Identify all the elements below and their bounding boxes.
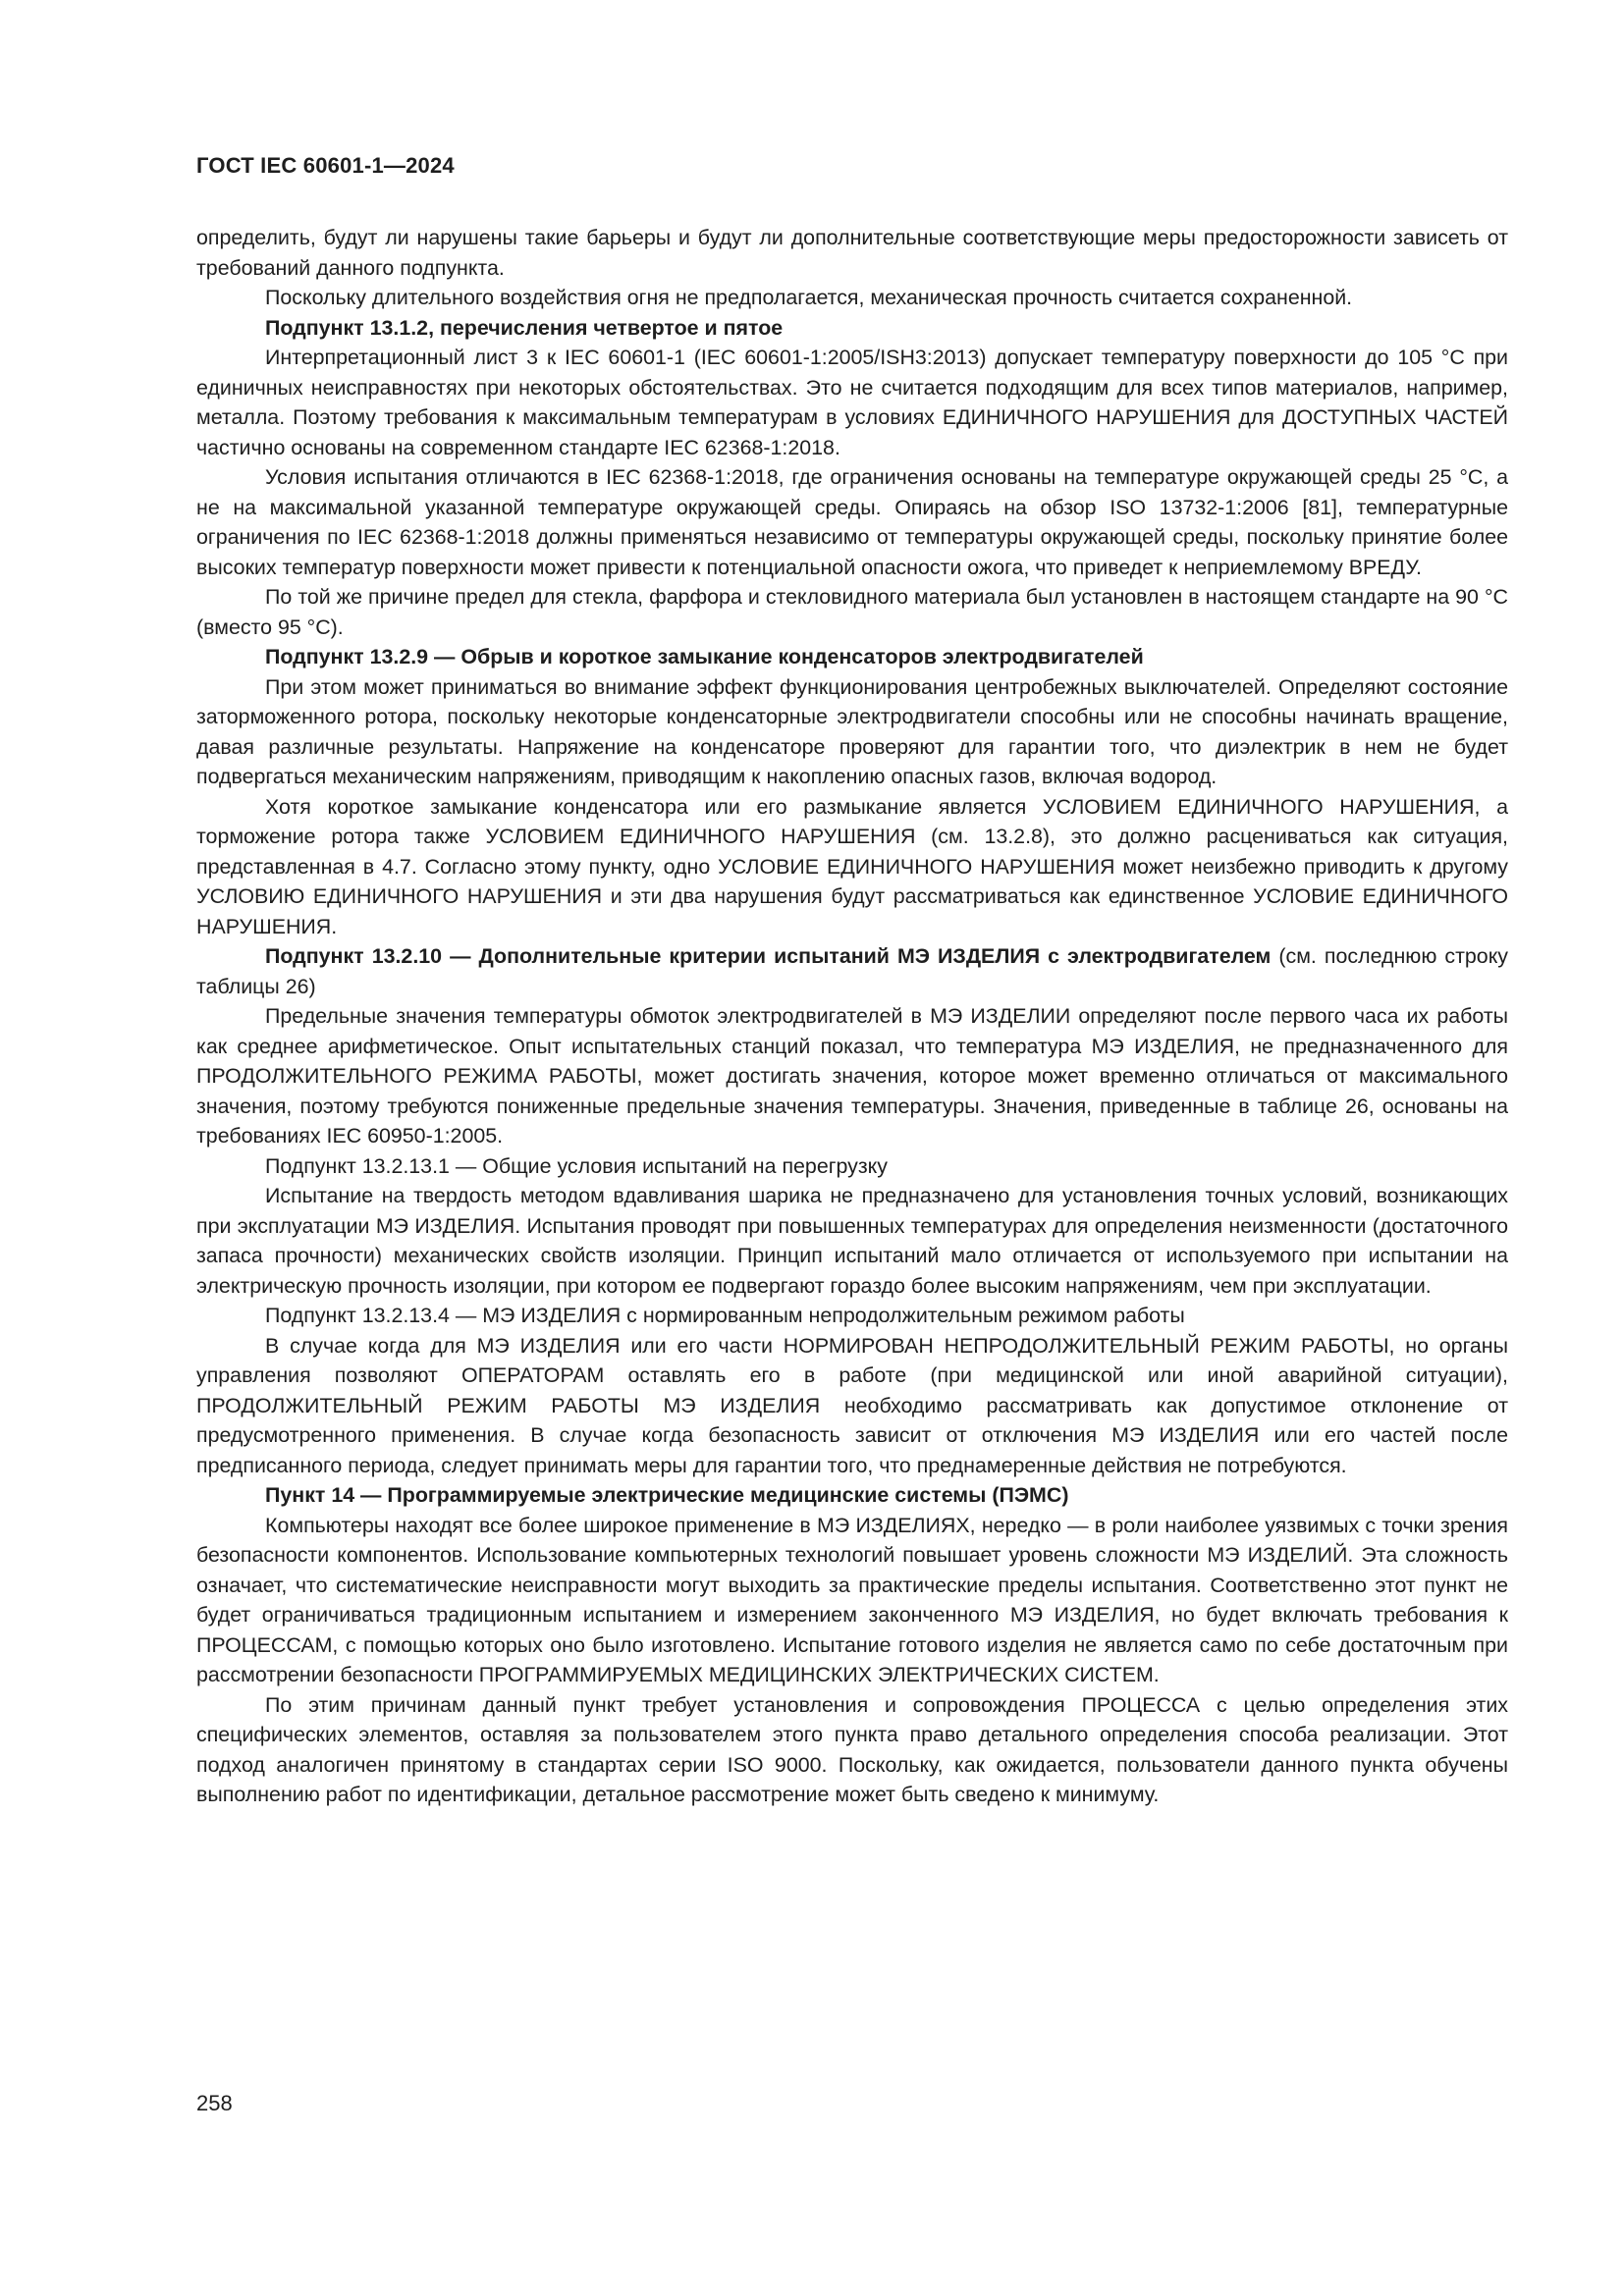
section-heading: Подпункт 13.2.9 — Обрыв и короткое замыкание конденсаторов электродвигателей — [265, 645, 1144, 668]
paragraph: При этом может приниматься во внимание эффект функционирования центробежных выключателей. Определяют состояние заторможенного ротора, поскольку некоторые конденсаторные электродвигатели способны или не способны начинать вращение, давая различные результаты. Напряжение на конденсаторе проверяют для гарантии того, что диэлектрик в нем не будет подвергаться механическим напряжениям, приводящим к накоплению опасных газов, включая водород. — [196, 674, 1508, 788]
paragraph: Интерпретационный лист 3 к IEC 60601-1 (IEC 60601-1:2005/ISH3:2013) допускает температуру поверхности до 105 °C при единичных неисправностях при некоторых обстоятельствах. Это не считается подходящим для всех типов материалов, например, металла. Поэтому требования к максимальным температурам в условиях ЕДИНИЧНОГО НАРУШЕНИЯ для ДОСТУПНЫХ ЧАСТЕЙ частично основаны на современном стандарте IEC 62368-1:2018. — [196, 346, 1508, 459]
paragraph: Условия испытания отличаются в IEC 62368-1:2018, где ограничения основаны на температуре окружающей среды 25 °C, а не на максимальной указанной температуре окружающей среды. Опираясь на обзор ISO 13732-1:2006 [81], температурные ограничения по IEC 62368-1:2018 должны применяться независимо от температуры окружающей среды, поскольку принятие более высоких температур поверхности может привести к потенциальной опасности ожога, что приведет к неприемлемому ВРЕДУ. — [196, 465, 1508, 579]
section-heading-mixed — [196, 941, 1508, 1001]
paragraph: определить, будут ли нарушены такие барьеры и будут ли дополнительные соответствующие меры предосторожности зависеть от требований данного подпункта. — [196, 226, 1508, 280]
paragraph: Компьютеры находят все более широкое применение в МЭ ИЗДЕЛИЯХ, нередко — в роли наиболее уязвимых с точки зрения безопасности компонентов. Использование компьютерных технологий повышает уровень сложности МЭ ИЗДЕЛИЙ. Эта сложность означает, что систематические неисправности могут выходить за практические пределы испытания. Соответственно этот пункт не будет ограничиваться традиционным испытанием и измерением законченного МЭ ИЗДЕЛИЯ, но будет включать требования к ПРОЦЕССАМ, с помощью которых оно было изготовлено. Испытание готового изделия не является само по себе достаточным при рассмотрении безопасности ПРОГРАММИРУЕМЫХ МЕДИЦИНСКИХ ЭЛЕКТРИЧЕСКИХ СИСТЕМ. — [196, 1513, 1508, 1686]
subsection-heading: Подпункт 13.2.13.1 — Общие условия испытаний на перегрузку — [265, 1153, 888, 1178]
paragraph: По этим причинам данный пункт требует установления и сопровождения ПРОЦЕССА с целью определения этих специфических элементов, оставляя за пользователем этого пункта право детального определения способа реализации. Этот подход аналогичен принятому в стандартах серии ISO 9000. Поскольку, как ожидается, пользователи данного пункта обучены выполнению работ по идентификации, детальное рассмотрение может быть сведено к минимуму. — [196, 1692, 1508, 1806]
document-header: ГОСТ IEC 60601-1—2024 — [196, 153, 455, 178]
paragraph: По той же причине предел для стекла, фарфора и стекловидного материала был установлен в настоящем стандарте на 90 °C (вместо 95 °C). — [196, 585, 1508, 639]
subsection-heading: Подпункт 13.2.13.4 — МЭ ИЗДЕЛИЯ с нормированным непродолжительным режимом работы — [265, 1304, 1185, 1327]
paragraph: Предельные значения температуры обмоток электродвигателей в МЭ ИЗДЕЛИИ определяют после первого часа их работы как среднее арифметическое. Опыт испытательных станций показал, что температура МЭ ИЗДЕЛИЯ, не предназначенного для ПРОДОЛЖИТЕЛЬНОГО РЕЖИМА РАБОТЫ, может достигать значения, которое может временно отличаться от максимального значения, поэтому требуются пониженные предельные значения температуры. Значения, приведенные в таблице 26, основаны на требованиях IEC 60950-1:2005. — [196, 1004, 1508, 1148]
heading-regular-part: (см. последнюю строку таблицы 26) — [196, 944, 1508, 998]
section-heading: Пункт 14 — Программируемые электрические медицинские системы (ПЭМС) — [265, 1483, 1069, 1507]
heading-bold-part: Подпункт 13.2.10 — Дополнительные критерии испытаний МЭ ИЗДЕЛИЯ с электродвигателем — [265, 944, 1272, 968]
paragraph: Хотя короткое замыкание конденсатора или его размыкание является УСЛОВИЕМ ЕДИНИЧНОГО НАРУШЕНИЯ, а торможение ротора также УСЛОВИЕМ ЕДИНИЧНОГО НАРУШЕНИЯ (см. 13.2.8), это должно расцениваться как ситуация, представленная в 4.7. Согласно этому пункту, одно УСЛОВИЕ ЕДИНИЧНОГО НАРУШЕНИЯ может неизбежно приводить к другому УСЛОВИЮ ЕДИНИЧНОГО НАРУШЕНИЯ и эти два нарушения будут рассматриваться как единственное УСЛОВИЕ ЕДИНИЧНОГО НАРУШЕНИЯ. — [196, 794, 1508, 938]
section-heading: Подпункт 13.1.2, перечисления четвертое и пятое — [265, 315, 784, 340]
paragraph: Поскольку длительного воздействия огня не предполагается, механическая прочность считается сохраненной. — [265, 286, 1353, 309]
document-body — [196, 223, 1508, 1810]
page-number: 258 — [196, 2091, 233, 2115]
paragraph: В случае когда для МЭ ИЗДЕЛИЯ или его части НОРМИРОВАН НЕПРОДОЛЖИТЕЛЬНЫЙ РЕЖИМ РАБОТЫ, но органы управления позволяют ОПЕРАТОРАМ оставлять его в работе (при медицинской или иной аварийной ситуации), ПРОДОЛЖИТЕЛЬНЫЙ РЕЖИМ РАБОТЫ МЭ ИЗДЕЛИЯ необходимо рассматривать как допустимое отклонение от предусмотренного применения. В случае когда безопасность зависит от отключения МЭ ИЗДЕЛИЯ или его частей после предписанного периода, следует принимать меры для гарантии того, что преднамеренные действия не потребуются. — [196, 1333, 1508, 1477]
paragraph: Испытание на твердость методом вдавливания шарика не предназначено для установления точных условий, возникающих при эксплуатации МЭ ИЗДЕЛИЯ. Испытания проводят при повышенных температурах для определения неизменности (достаточного запаса прочности) механических свойств изоляции. Принцип испытаний мало отличается от используемого при испытании на электрическую прочность изоляции, при котором ее подвергают гораздо более высоким напряжениям, чем при эксплуатации. — [196, 1184, 1508, 1298]
